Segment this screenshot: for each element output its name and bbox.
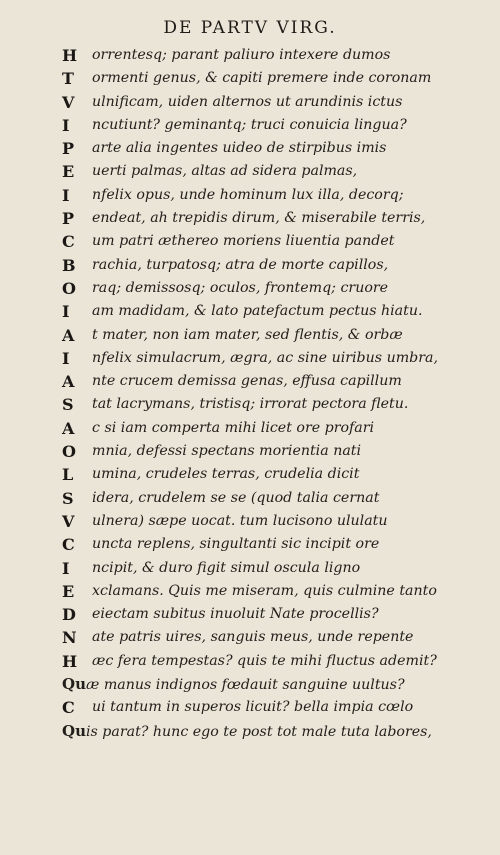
verse-line <box>62 417 482 440</box>
verse-line <box>62 324 482 347</box>
verse-initial: A <box>62 325 75 345</box>
verse-line <box>62 300 482 323</box>
verse-text: ate patris uires, sanguis meus, unde repente <box>92 629 414 646</box>
verse-initial: H <box>62 651 78 671</box>
verse-initial: H <box>62 46 78 65</box>
verse-text: endeat, ah trepidis dirum, & miserabile terris, <box>92 210 426 227</box>
verse-text: eiectam subitus inuoluit Nate procellis? <box>92 606 379 623</box>
verse-text: nfelix simulacrum, ægra, ac sine uiribus umbra, <box>92 349 438 366</box>
verse-line <box>62 254 482 277</box>
verse-line <box>62 137 482 160</box>
verse-text: uerti palmas, altas ad sidera palmas, <box>92 163 358 180</box>
verse-line <box>62 207 482 230</box>
verse-initial: V <box>62 511 75 531</box>
verse-initial: T <box>62 69 74 89</box>
verse-text: ui tantum in superos licuit? bella impia cœlo <box>92 699 414 716</box>
verse-initial: I <box>62 558 70 578</box>
verse-line <box>62 440 482 463</box>
verse-text: is parat? hunc ego te post tot male tuta labores, <box>85 723 432 740</box>
verse-text: umina, crudeles terras, crudelia dicit <box>92 466 360 483</box>
verse-text: ncipit, & duro figit simul oscula ligno <box>92 559 361 576</box>
verse-initial: V <box>62 92 75 112</box>
verse-text: t mater, non iam mater, sed flentis, & orbæ <box>92 326 403 343</box>
verse-initial: D <box>62 605 76 625</box>
verse-text: um patri æthereo moriens liuentia pandet <box>92 233 395 250</box>
verse-line <box>62 673 482 696</box>
verse-line <box>62 91 482 114</box>
verse-text: nfelix opus, unde hominum lux illa, decorq; <box>92 186 404 203</box>
verse-initial: C <box>62 698 75 718</box>
verse-line <box>62 696 482 719</box>
verse-text: æc fera tempestas? quis te mihi fluctus ademit? <box>92 652 437 669</box>
verse-line <box>62 347 482 370</box>
verse-line <box>62 603 482 626</box>
verse-initial: S <box>62 488 74 508</box>
verse-initial: S <box>62 395 74 415</box>
verse-text: xclamans. Quis me miseram, quis culmine tanto <box>92 582 437 599</box>
verse-text: arte alia ingentes uideo de stirpibus imis <box>92 140 387 157</box>
verse-line <box>62 510 482 533</box>
verse-initial: I <box>62 302 70 322</box>
verse-initial: A <box>62 418 75 438</box>
verse-line <box>62 184 482 207</box>
verse-text: uncta replens, singultanti sic incipit ore <box>92 536 380 553</box>
verse-line <box>62 160 482 183</box>
verse-text: orrentesq; parant paliuro intexere dumos <box>92 47 391 63</box>
verse-line <box>62 44 482 67</box>
verse-line <box>62 626 482 649</box>
verse-initial: O <box>62 442 76 462</box>
verse-line <box>62 650 482 673</box>
verse-text: æ manus indignos fœdauit sanguine uultus? <box>85 677 405 694</box>
verse-initial: I <box>62 348 70 368</box>
verse-initial: I <box>62 115 70 135</box>
verse-initial: O <box>62 278 76 298</box>
verse-text: ulnera) sæpe uocat. tum lucisono ululatu <box>92 512 388 529</box>
verse-initial: C <box>62 535 75 555</box>
verse-text: nte crucem demissa genas, effusa capillum <box>92 373 402 390</box>
verse-initial: A <box>62 372 75 392</box>
verse-line <box>62 277 482 300</box>
verse-initial: Qu <box>62 721 86 740</box>
running-head: DE PARTV VIRG. <box>163 18 337 38</box>
verse-text: ormenti genus, & capiti premere inde coronam <box>92 70 432 87</box>
verse-line <box>62 720 482 743</box>
verse-text: ulnificam, uiden alternos ut arundinis ictus <box>92 93 403 110</box>
verse-line <box>62 114 482 137</box>
verse-line <box>62 393 482 416</box>
verse-line <box>62 370 482 393</box>
verse-text: idera, crudelem se se (quod talia cernat <box>92 489 380 506</box>
verse-initial: E <box>62 162 75 182</box>
verse-line <box>62 67 482 90</box>
verse-text: tat lacrymans, tristisq; irrorat pectora fletu. <box>92 396 409 413</box>
verse-line <box>62 557 482 580</box>
verse-text: rachia, turpatosq; atra de morte capillos, <box>92 256 389 273</box>
verse-line <box>62 580 482 603</box>
verse-initial: Qu <box>62 675 86 694</box>
verse-text: c si iam comperta mihi licet ore profari <box>92 419 375 436</box>
verse-line <box>62 230 482 253</box>
verse-line <box>62 533 482 556</box>
verse-text: am madidam, & lato patefactum pectus hiatu. <box>92 303 423 320</box>
poem-text-block <box>62 44 482 743</box>
verse-initial: P <box>62 209 75 229</box>
verse-initial: E <box>62 581 75 601</box>
verse-initial: I <box>62 185 70 205</box>
verse-text: mnia, defessi spectans morientia nati <box>92 443 362 460</box>
verse-initial: C <box>62 232 75 252</box>
verse-line <box>62 463 482 486</box>
verse-initial: B <box>62 255 76 275</box>
verse-text: ncutiunt? geminantq; truci conuicia lingua? <box>92 116 407 133</box>
verse-initial-and-text <box>62 720 432 744</box>
verse-initial: P <box>62 139 75 159</box>
verse-initial: L <box>62 465 74 485</box>
verse-text: raq; demissosq; oculos, frontemq; cruore <box>92 279 389 296</box>
verse-initial-and-text <box>62 673 405 697</box>
verse-initial: N <box>62 628 77 648</box>
verse-line <box>62 487 482 510</box>
